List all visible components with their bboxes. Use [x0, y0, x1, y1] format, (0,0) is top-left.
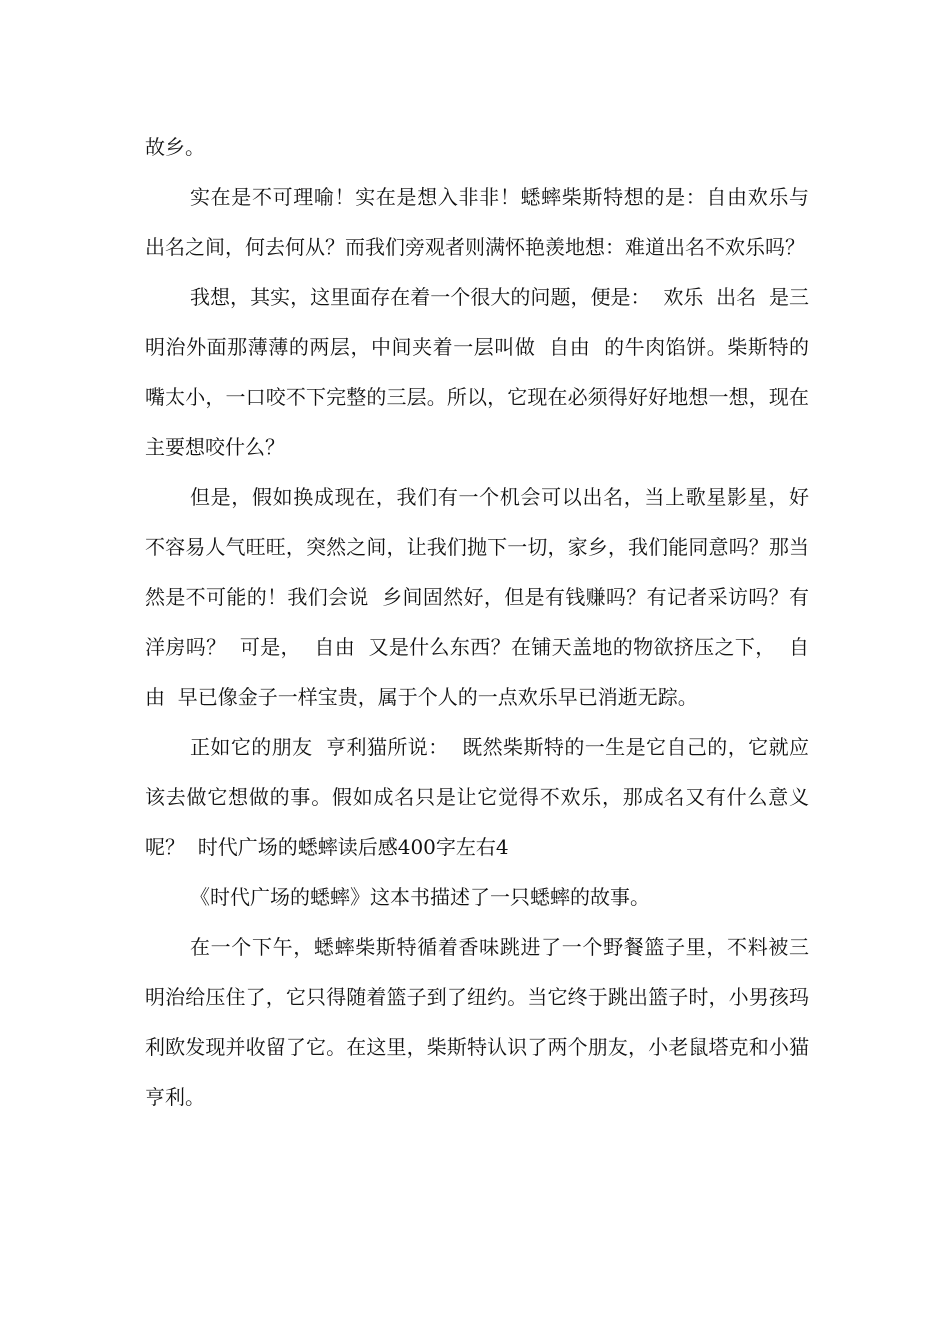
paragraph-6: 《时代广场的蟋蟀》这本书描述了一只蟋蟀的故事。 [190, 885, 650, 909]
paragraph-7: 在一个下午，蟋蟀柴斯特循着香味跳进了一个野餐篮子里，不料被三明治给压住了，它只得随着篮子到了纽约。当它终于跳出篮子时，小男孩玛利欧发现并收留了它。在这里，柴斯特认识了两个朋友，小老鼠塔克和小猫亨利。 [145, 935, 809, 1109]
paragraph-1: 故乡。 [145, 135, 205, 159]
paragraph-4: 但是，假如换成现在，我们有一个机会可以出名，当上歌星影星，好不容易人气旺旺，突然之间，让我们抛下一切，家乡，我们能同意吗？那当然是不可能的！我们会说 乡间固然好，但是有钱赚吗？有记者采访吗？有洋房吗？ 可是， 自由 又是什么东西？在铺天盖地的物欲挤压之下， 自由 早已像金子一样宝贵，属于个人的一点欢乐早已消逝无踪。 [145, 485, 809, 709]
paragraph-3: 我想，其实，这里面存在着一个很大的问题，便是： 欢乐 出名 是三明治外面那薄薄的两层，中间夹着一层叫做 自由 的牛肉馅饼。柴斯特的嘴太小，一口咬不下完整的三层。所以，它现在必须得好好地想一想，现在主要想咬什么？ [145, 285, 809, 459]
paragraph-2: 实在是不可理喻！实在是想入非非！蟋蟀柴斯特想的是：自由欢乐与出名之间，何去何从？而我们旁观者则满怀艳羡地想：难道出名不欢乐吗？ [145, 185, 809, 259]
paragraph-5: 正如它的朋友 亨利猫所说： 既然柴斯特的一生是它自己的，它就应该去做它想做的事。假如成名只是让它觉得不欢乐，那成名又有什么意义呢？ 时代广场的蟋蟀读后感400字左右4 [145, 735, 809, 859]
document-body [145, 122, 809, 1122]
